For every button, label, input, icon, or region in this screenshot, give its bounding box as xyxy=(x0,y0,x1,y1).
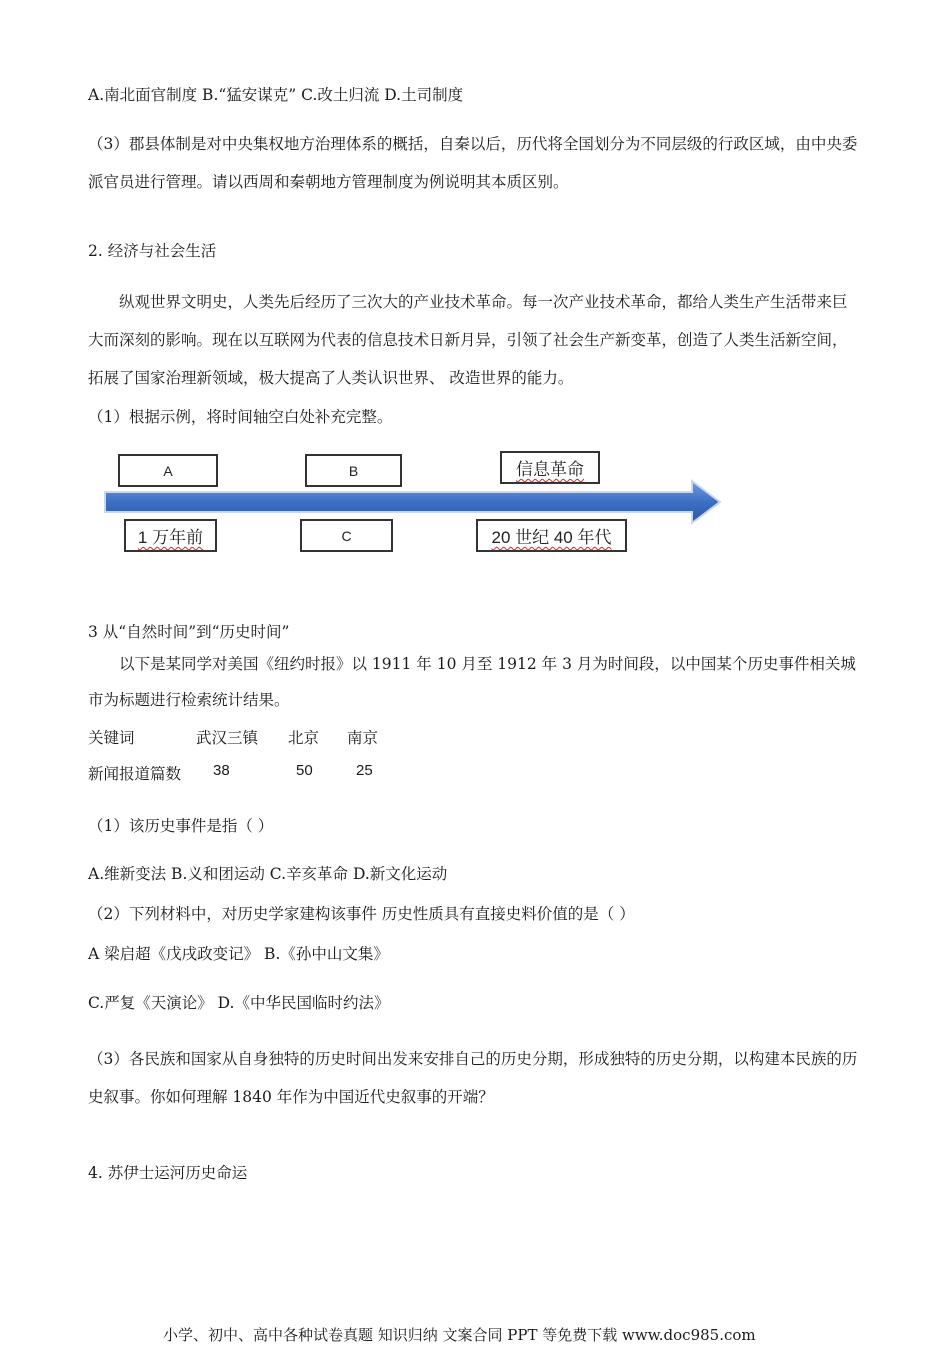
timeline-label-10000-years: 1 万年前 xyxy=(137,528,204,547)
q3-sub2: （2）下列材料中，对历史学家建构该事件 历史性质具有直接史料价值的是（ ） xyxy=(88,905,635,923)
timeline-box-b xyxy=(305,454,402,487)
timeline-box-c xyxy=(300,519,393,552)
q3-sub2-options-1: A 梁启超《戊戌政变记》 B.《孙中山文集》 xyxy=(88,945,389,963)
q3-heading: 3 从“自然时间”到“历史时间” xyxy=(88,623,290,641)
timeline-label-info-revolution: 信息革命 xyxy=(516,460,584,479)
q3-sub2-options-2: C.严复《天演论》 D.《中华民国临时约法》 xyxy=(88,994,390,1012)
count-beijing: 50 xyxy=(296,762,313,779)
q3-sub1-options: A.维新变法 B.义和团运动 C.辛亥革命 D.新文化运动 xyxy=(88,865,448,883)
timeline-label-b: B xyxy=(348,462,359,479)
page-footer: 小学、初中、高中各种试卷真题 知识归纳 文案合同 PPT 等免费下载 www.doc985.com xyxy=(163,1326,756,1344)
keyword-city-beijing: 北京 xyxy=(288,729,320,747)
q3-sub3: （3）各民族和国家从自身独特的历史时间出发来安排自己的历史分期，形成独特的历史分期，以构建本民族的历史叙事。你如何理解 1840 年作为中国近代史叙事的开端？ xyxy=(88,1050,858,1106)
timeline-label-c: C xyxy=(341,527,352,544)
timeline-box-10000-years xyxy=(124,519,217,552)
keyword-city-nanjing: 南京 xyxy=(347,729,379,747)
keyword-city-wuhan: 武汉三镇 xyxy=(196,729,259,747)
keyword-label: 关键词 xyxy=(88,729,135,747)
q2-heading: 2. 经济与社会生活 xyxy=(88,242,217,260)
timeline-box-a xyxy=(118,454,218,487)
q1-options: A.南北面官制度 B.“猛安谋克” C.改土归流 D.土司制度 xyxy=(88,86,464,104)
q3-sub1: （1）该历史事件是指（ ） xyxy=(88,817,274,835)
count-nanjing: 25 xyxy=(356,762,373,779)
q2-sub1: （1）根据示例，将时间轴空白处补充完整。 xyxy=(88,408,393,426)
timeline-label-1940s: 20 世纪 40 年代 xyxy=(491,528,612,547)
q2-passage: 纵观世界文明史，人类先后经历了三次大的产业技术革命。每一次产业技术革命，都给人类生产生活带来巨大而深刻的影响。现在以互联网为代表的信息技术日新月异，引领了社会生产新变革，创造了人类生活新空间，拓展了国家治理新领域，极大提高了人类认识世界、 改造世界的能力。 xyxy=(88,293,848,387)
q1-sub3: （3）郡县体制是对中央集权地方治理体系的概括，自秦以后，历代将全国划分为不同层级的行政区域，由中央委派官员进行管理。请以西周和秦朝地方管理制度为例说明其本质区别。 xyxy=(88,135,858,191)
timeline-box-1940s xyxy=(476,519,627,552)
count-wuhan: 38 xyxy=(213,762,230,779)
timeline-box-info-revolution xyxy=(500,451,600,484)
count-label: 新闻报道篇数 xyxy=(88,765,182,783)
q3-passage: 以下是某同学对美国《纽约时报》以 1911 年 10 月至 1912 年 3 月为时间段，以中国某个历史事件相关城市为标题进行检索统计结果。 xyxy=(88,655,856,709)
q4-heading: 4. 苏伊士运河历史命运 xyxy=(88,1164,248,1182)
timeline-label-a: A xyxy=(163,462,173,479)
